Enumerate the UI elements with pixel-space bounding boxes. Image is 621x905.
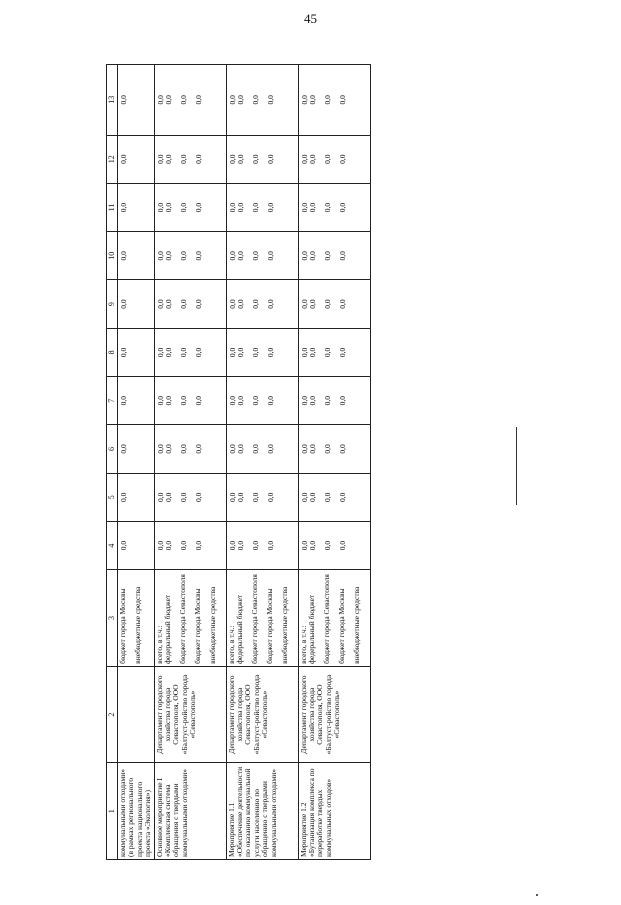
- value: 0,0: [163, 540, 173, 551]
- value: 0,0: [227, 95, 237, 105]
- value: [354, 427, 369, 470]
- value: 0,0: [337, 299, 347, 309]
- table-row: [118, 65, 155, 860]
- value: [282, 138, 297, 181]
- value: 0,0: [307, 154, 317, 164]
- value: 0,0: [227, 251, 237, 261]
- value: [135, 524, 150, 567]
- value-cell: [154, 425, 226, 473]
- value: 0,0: [155, 396, 165, 406]
- value: 0,0: [337, 444, 347, 454]
- column-header: 5: [107, 473, 118, 521]
- value: [354, 331, 369, 374]
- value: [282, 331, 297, 374]
- measure-name: Основное мероприятие I «Комплексная система обращения с твердыми коммунальными отходами»: [154, 763, 226, 860]
- value-cell: [226, 425, 298, 473]
- value: 0,0: [337, 396, 347, 406]
- value: 0,0: [119, 202, 128, 213]
- funding-source: бюджет города Москвы: [264, 588, 274, 664]
- value: 0,0: [235, 444, 245, 454]
- value: 0,0: [299, 444, 309, 454]
- value: [210, 331, 225, 374]
- column-header: 11: [107, 183, 118, 231]
- rotated-table: [106, 64, 520, 860]
- value-cell: [118, 425, 155, 473]
- value: [135, 476, 150, 519]
- responsible-executor: Департамент городского хозяйства города Севастополя, ООО «Балтуст-ройство города «Севастополь»: [298, 666, 370, 763]
- column-header: 6: [107, 425, 118, 473]
- value: [135, 234, 150, 277]
- funding-source: бюджет города Севастополя: [249, 574, 259, 664]
- funding-source: федеральный бюджет: [306, 594, 316, 664]
- value: 0,0: [227, 299, 237, 309]
- value: 0,0: [119, 251, 128, 261]
- value-cell: [226, 280, 298, 328]
- value: 0,0: [337, 540, 347, 551]
- value: 0,0: [119, 95, 128, 105]
- funding-source: бюджет города Москвы: [118, 588, 127, 664]
- value-cell: [154, 521, 226, 569]
- value: 0,0: [337, 251, 347, 261]
- value: 0,0: [322, 154, 332, 164]
- value: 0,0: [178, 396, 188, 406]
- funding-source: внебюджетные средства: [133, 586, 142, 664]
- funding-source: внебюджетные средства: [207, 586, 217, 664]
- column-header: 13: [107, 65, 118, 136]
- value: 0,0: [193, 444, 203, 454]
- value: 0,0: [307, 444, 317, 454]
- value: [135, 379, 150, 422]
- value: 0,0: [250, 299, 260, 309]
- value: 0,0: [155, 202, 165, 213]
- column-header: 3: [107, 570, 118, 667]
- page-mark: [536, 894, 538, 896]
- value: [135, 67, 150, 133]
- value: 0,0: [250, 540, 260, 551]
- funding-sources: [226, 570, 298, 667]
- value: 0,0: [322, 492, 332, 502]
- value: 0,0: [227, 444, 237, 454]
- value-cell: [154, 473, 226, 521]
- value: 0,0: [178, 299, 188, 309]
- value: 0,0: [322, 444, 332, 454]
- value: 0,0: [337, 492, 347, 502]
- value: 0,0: [250, 492, 260, 502]
- value: 0,0: [265, 347, 275, 358]
- value: [135, 331, 150, 374]
- value: 0,0: [307, 202, 317, 213]
- value: 0,0: [163, 251, 173, 261]
- value: 0,0: [235, 154, 245, 164]
- value-cell: [298, 473, 370, 521]
- value: [135, 186, 150, 229]
- value: 0,0: [250, 154, 260, 164]
- responsible-executor: [118, 666, 155, 763]
- value: [135, 282, 150, 325]
- value: 0,0: [163, 202, 173, 213]
- value-cell: [154, 377, 226, 425]
- value: [210, 476, 225, 519]
- value: [135, 427, 150, 470]
- value-cell: [154, 280, 226, 328]
- value-cell: [298, 65, 370, 136]
- value-cell: [226, 328, 298, 376]
- column-header: 1: [107, 763, 118, 860]
- value: 0,0: [265, 154, 275, 164]
- value: 0,0: [227, 396, 237, 406]
- value: 0,0: [235, 95, 245, 105]
- value-cell: [298, 328, 370, 376]
- value: 0,0: [322, 251, 332, 261]
- value: 0,0: [265, 540, 275, 551]
- value: 0,0: [322, 299, 332, 309]
- value: 0,0: [235, 492, 245, 502]
- value: 0,0: [155, 299, 165, 309]
- value: [210, 138, 225, 181]
- value: 0,0: [299, 251, 309, 261]
- value-cell: [298, 425, 370, 473]
- value: 0,0: [119, 347, 128, 358]
- value: 0,0: [307, 396, 317, 406]
- value: [282, 427, 297, 470]
- value: 0,0: [299, 299, 309, 309]
- funding-source: бюджет города Севастополя: [177, 574, 187, 664]
- value: [282, 186, 297, 229]
- column-header: 10: [107, 232, 118, 280]
- column-header: 12: [107, 135, 118, 183]
- funding-sources: [154, 570, 226, 667]
- value-cell: [154, 183, 226, 231]
- value: 0,0: [322, 95, 332, 105]
- value: [210, 379, 225, 422]
- value: 0,0: [299, 540, 309, 551]
- value: 0,0: [337, 154, 347, 164]
- page-number: 45: [304, 11, 317, 26]
- value-cell: [118, 183, 155, 231]
- value: 0,0: [193, 540, 203, 551]
- value: 0,0: [250, 251, 260, 261]
- responsible-executor: Департамент городского хозяйства города Севастополя, ООО «Балтуст-ройство города «Севастополь»: [154, 666, 226, 763]
- value: 0,0: [299, 95, 309, 105]
- value: 0,0: [163, 492, 173, 502]
- value: [282, 379, 297, 422]
- value: 0,0: [307, 95, 317, 105]
- value-cell: [118, 280, 155, 328]
- column-header: 2: [107, 666, 118, 763]
- value: 0,0: [155, 154, 165, 164]
- value: 0,0: [178, 492, 188, 502]
- value: [210, 282, 225, 325]
- value-cell: [298, 135, 370, 183]
- value: [282, 67, 297, 133]
- value: 0,0: [265, 396, 275, 406]
- value: 0,0: [178, 251, 188, 261]
- rotated-table-area: [106, 64, 520, 860]
- value: 0,0: [299, 154, 309, 164]
- value-cell: [118, 377, 155, 425]
- value: [210, 427, 225, 470]
- value-cell: [298, 377, 370, 425]
- value: 0,0: [163, 95, 173, 105]
- value: 0,0: [307, 492, 317, 502]
- value: 0,0: [322, 540, 332, 551]
- value: 0,0: [193, 347, 203, 358]
- value: 0,0: [307, 299, 317, 309]
- value: 0,0: [235, 251, 245, 261]
- value: 0,0: [235, 396, 245, 406]
- value: 0,0: [178, 444, 188, 454]
- value: 0,0: [299, 347, 309, 358]
- value: 0,0: [299, 492, 309, 502]
- value: [354, 524, 369, 567]
- value: [354, 476, 369, 519]
- value: 0,0: [155, 492, 165, 502]
- value: 0,0: [299, 396, 309, 406]
- value: 0,0: [227, 492, 237, 502]
- header-row: [107, 65, 118, 860]
- measure-name: Мероприятие 1.2 «Бутанизация комплекса по переработке твердых коммунальных отходов»: [298, 763, 370, 860]
- value: 0,0: [250, 444, 260, 454]
- value-cell: [226, 232, 298, 280]
- value-cell: [298, 183, 370, 231]
- value: [135, 138, 150, 181]
- value: 0,0: [178, 154, 188, 164]
- value-cell: [226, 183, 298, 231]
- value: 0,0: [193, 202, 203, 213]
- value-cell: [118, 473, 155, 521]
- column-header: 8: [107, 328, 118, 376]
- funding-source: внебюджетные средства: [351, 586, 361, 664]
- table-row: [154, 65, 226, 860]
- value: [282, 234, 297, 277]
- value-cell: [118, 135, 155, 183]
- value: [210, 186, 225, 229]
- value-cell: [226, 377, 298, 425]
- value-cell: [154, 328, 226, 376]
- value: 0,0: [227, 202, 237, 213]
- value: 0,0: [227, 347, 237, 358]
- value: 0,0: [235, 202, 245, 213]
- value: 0,0: [322, 347, 332, 358]
- value: 0,0: [119, 396, 128, 406]
- value: 0,0: [119, 154, 128, 164]
- value: [354, 282, 369, 325]
- funding-source: бюджет города Москвы: [192, 588, 202, 664]
- funding-source: всего, в т.ч.:: [226, 625, 236, 664]
- value: 0,0: [250, 396, 260, 406]
- value: 0,0: [299, 202, 309, 213]
- funding-source: бюджет города Севастополя: [321, 574, 331, 664]
- value: 0,0: [119, 492, 128, 502]
- funding-sources: [298, 570, 370, 667]
- value-cell: [226, 473, 298, 521]
- value: 0,0: [155, 540, 165, 551]
- value: 0,0: [265, 492, 275, 502]
- value: 0,0: [337, 202, 347, 213]
- value: 0,0: [163, 396, 173, 406]
- value: 0,0: [322, 202, 332, 213]
- value-cell: [154, 135, 226, 183]
- signature-line: [516, 427, 517, 505]
- value-cell: [118, 232, 155, 280]
- table-row: [298, 65, 370, 860]
- value: 0,0: [155, 444, 165, 454]
- funding-source: всего, в т.ч.:: [298, 625, 308, 664]
- value: 0,0: [163, 347, 173, 358]
- value: 0,0: [307, 540, 317, 551]
- value: 0,0: [193, 95, 203, 105]
- value-cell: [154, 65, 226, 136]
- value: 0,0: [155, 95, 165, 105]
- value: 0,0: [307, 251, 317, 261]
- value: 0,0: [337, 347, 347, 358]
- value: [282, 282, 297, 325]
- column-header: 7: [107, 377, 118, 425]
- value: 0,0: [155, 251, 165, 261]
- value: 0,0: [178, 95, 188, 105]
- value-cell: [118, 328, 155, 376]
- value: 0,0: [265, 95, 275, 105]
- value: 0,0: [235, 299, 245, 309]
- value: 0,0: [235, 347, 245, 358]
- value: [210, 524, 225, 567]
- value: [210, 67, 225, 133]
- column-header: 4: [107, 521, 118, 569]
- table-row: [226, 65, 298, 860]
- value: [354, 234, 369, 277]
- value: 0,0: [250, 95, 260, 105]
- funding-source: внебюджетные средства: [279, 586, 289, 664]
- value: 0,0: [178, 347, 188, 358]
- value-cell: [226, 521, 298, 569]
- value: 0,0: [265, 251, 275, 261]
- value: 0,0: [227, 154, 237, 164]
- value: 0,0: [235, 540, 245, 551]
- value: 0,0: [265, 299, 275, 309]
- value: 0,0: [155, 347, 165, 358]
- funding-source: федеральный бюджет: [234, 594, 244, 664]
- value-cell: [118, 65, 155, 136]
- value: 0,0: [265, 444, 275, 454]
- value: 0,0: [163, 444, 173, 454]
- responsible-executor: Департамент городского хозяйства города Севастополя, ООО «Балтуст-ройство города «Севастополь»: [226, 666, 298, 763]
- funding-source: всего, в т.ч.:: [154, 625, 164, 664]
- value: 0,0: [163, 299, 173, 309]
- value: 0,0: [227, 540, 237, 551]
- value: 0,0: [307, 347, 317, 358]
- value-cell: [226, 135, 298, 183]
- value: 0,0: [193, 492, 203, 502]
- value: 0,0: [250, 202, 260, 213]
- value-cell: [154, 232, 226, 280]
- value-cell: [298, 521, 370, 569]
- value: [354, 67, 369, 133]
- value: 0,0: [119, 444, 128, 454]
- value: 0,0: [193, 299, 203, 309]
- value: [354, 379, 369, 422]
- column-header: 9: [107, 280, 118, 328]
- value-cell: [298, 232, 370, 280]
- funding-sources: [118, 570, 155, 667]
- value: [282, 524, 297, 567]
- value: 0,0: [193, 396, 203, 406]
- value: 0,0: [178, 202, 188, 213]
- value: 0,0: [119, 299, 128, 309]
- value: 0,0: [265, 202, 275, 213]
- funding-source: бюджет города Москвы: [336, 588, 346, 664]
- value: 0,0: [163, 154, 173, 164]
- value: 0,0: [178, 540, 188, 551]
- measure-name: Мероприятие 1.1 «Обеспечение деятельности по оказанию коммунальной услуги населению по обращению с твердыми коммунальными отходами»: [226, 763, 298, 860]
- value: 0,0: [322, 396, 332, 406]
- value: [354, 186, 369, 229]
- funding-source: федеральный бюджет: [162, 594, 172, 664]
- measure-name: коммунальными отходами» (в рамках регионального проекта национального проекта «Экология»): [118, 763, 155, 860]
- value: [354, 138, 369, 181]
- value-cell: [226, 65, 298, 136]
- value-cell: [118, 521, 155, 569]
- value: 0,0: [119, 540, 128, 551]
- value: 0,0: [193, 154, 203, 164]
- value-cell: [298, 280, 370, 328]
- funding-table: [106, 64, 371, 860]
- value: 0,0: [250, 347, 260, 358]
- value: [210, 234, 225, 277]
- value: 0,0: [193, 251, 203, 261]
- value: 0,0: [337, 95, 347, 105]
- value: [282, 476, 297, 519]
